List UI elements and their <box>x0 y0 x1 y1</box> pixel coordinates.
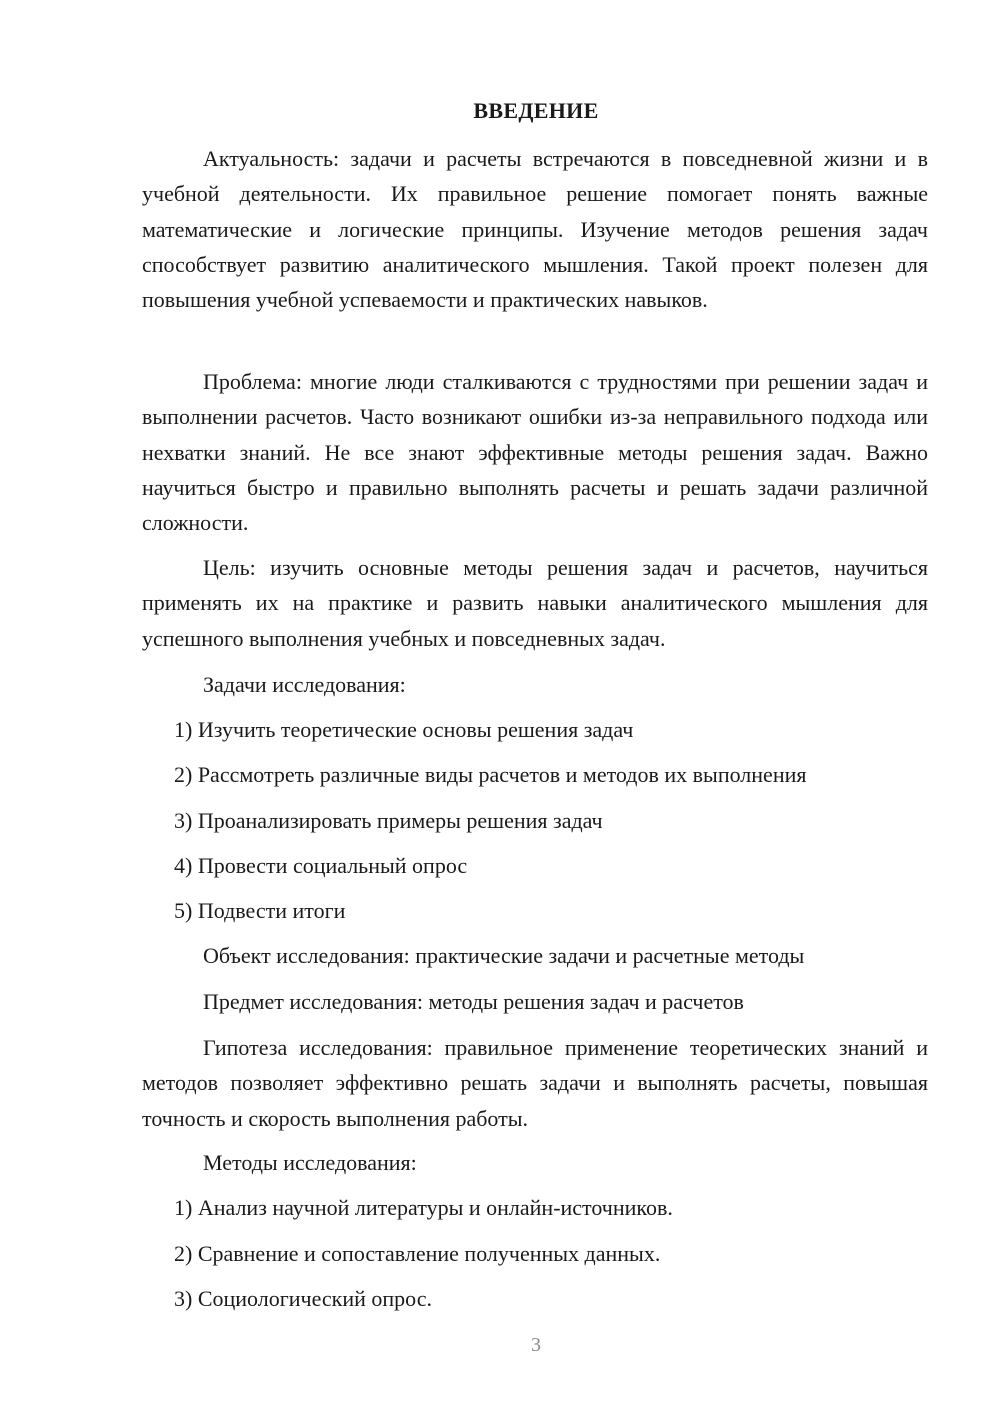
paragraph-relevance: Актуальность: задачи и расчеты встречаются в повседневной жизни и в учебной деятельности. Их правильное решение помогает понять важные математические и логические принципы. Изучение методов решения задач способствует развитию аналитического мышления. Такой проект полезен для повышения учебной успеваемости и практических навыков. <box>142 146 928 313</box>
method-item: 3) Социологический опрос. <box>174 1286 432 1311</box>
task-item: 3) Проанализировать примеры решения задач <box>174 808 603 833</box>
task-item: 2) Рассмотреть различные виды расчетов и методов их выполнения <box>174 762 807 787</box>
paragraph-hypothesis: Гипотеза исследования: правильное применение теоретических знаний и методов позволяет эффективно решать задачи и выполнять расчеты, повышая точность и скорость выполнения работы. <box>142 1035 928 1131</box>
tasks-title: Задачи исследования: <box>203 672 406 697</box>
page-title: ВВЕДЕНИЕ <box>473 98 599 123</box>
paragraph-goal: Цель: изучить основные методы решения задач и расчетов, научиться применять их на практике и развить навыки аналитического мышления для успешного выполнения учебных и повседневных задач. <box>142 555 928 651</box>
paragraph-problem: Проблема: многие люди сталкиваются с трудностями при решении задач и выполнении расчетов. Часто возникают ошибки из-за неправильного подхода или нехватки знаний. Не все знают эффективные методы решения задач. Важно научиться быстро и правильно выполнять расчеты и решать задачи различной сложности. <box>142 369 928 536</box>
page-number: 3 <box>531 1334 541 1356</box>
method-item: 1) Анализ научной литературы и онлайн-источников. <box>174 1195 673 1220</box>
task-item: 1) Изучить теоретические основы решения задач <box>174 717 634 742</box>
research-subject: Предмет исследования: методы решения задач и расчетов <box>203 989 744 1014</box>
method-item: 2) Сравнение и сопоставление полученных данных. <box>174 1241 661 1266</box>
methods-title: Методы исследования: <box>203 1150 417 1175</box>
research-object: Объект исследования: практические задачи и расчетные методы <box>203 943 805 968</box>
task-item: 5) Подвести итоги <box>174 898 346 923</box>
task-item: 4) Провести социальный опрос <box>174 853 468 878</box>
